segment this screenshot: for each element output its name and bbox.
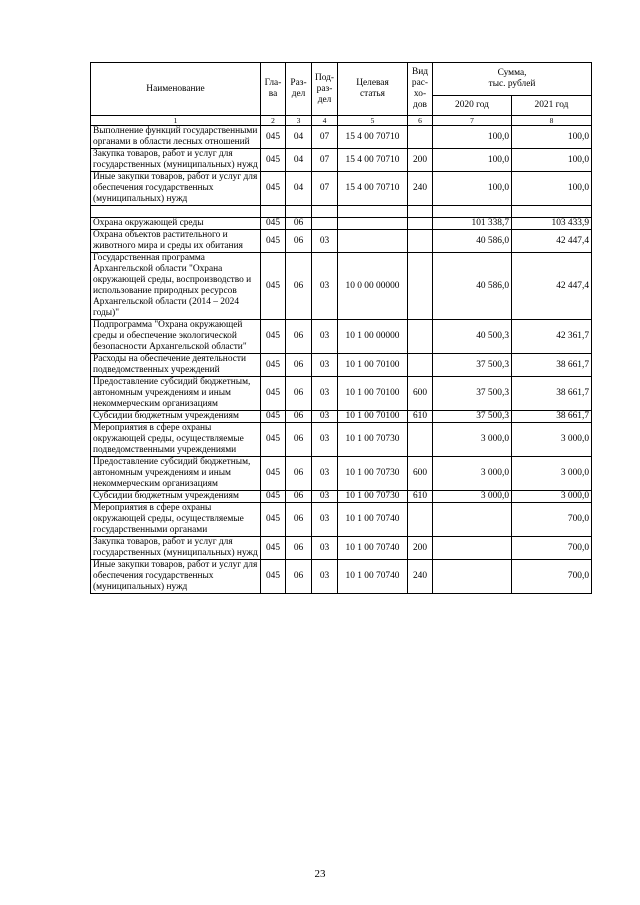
cell-name: Предоставление субсидий бюджетным, автономным учреждениям и иным некоммерческим организациям [91, 377, 261, 411]
cell-target [338, 206, 408, 218]
cell-expense-type [408, 354, 433, 377]
cell-subsection: 03 [312, 411, 338, 423]
table-row [91, 411, 592, 423]
cell-section: 04 [286, 172, 312, 206]
cell-expense-type [408, 423, 433, 457]
table-row [91, 253, 592, 320]
cell-2021: 700,0 [512, 503, 592, 537]
cell-2021: 100,0 [512, 172, 592, 206]
cell-subsection: 03 [312, 491, 338, 503]
cell-2020: 3 000,0 [433, 491, 512, 503]
table-row [91, 423, 592, 457]
cell-target: 10 1 00 70100 [338, 411, 408, 423]
cell-expense-type: 200 [408, 537, 433, 560]
header-expense-type: Вид рас- хо- дов [408, 63, 433, 116]
column-index-cell: 3 [286, 116, 312, 126]
cell-chapter: 045 [261, 377, 286, 411]
cell-expense-type: 240 [408, 172, 433, 206]
cell-subsection: 03 [312, 230, 338, 253]
cell-subsection: 03 [312, 537, 338, 560]
cell-2020: 3 000,0 [433, 457, 512, 491]
header-chapter: Гла- ва [261, 63, 286, 116]
cell-subsection: 03 [312, 377, 338, 411]
cell-subsection: 07 [312, 126, 338, 149]
budget-table [90, 62, 592, 594]
cell-2021 [512, 206, 592, 218]
cell-name [91, 206, 261, 218]
cell-2020: 100,0 [433, 126, 512, 149]
cell-2021: 100,0 [512, 126, 592, 149]
cell-name: Закупка товаров, работ и услуг для государственных (муниципальных) нужд [91, 149, 261, 172]
cell-section: 06 [286, 377, 312, 411]
cell-subsection: 03 [312, 320, 338, 354]
cell-target: 10 1 00 70100 [338, 354, 408, 377]
header-section: Раз- дел [286, 63, 312, 116]
column-index-cell: 4 [312, 116, 338, 126]
column-index-cell: 2 [261, 116, 286, 126]
table-row [91, 320, 592, 354]
cell-chapter [261, 206, 286, 218]
cell-name: Расходы на обеспечение деятельности подведомственных учреждений [91, 354, 261, 377]
cell-2020: 100,0 [433, 149, 512, 172]
table-row [91, 457, 592, 491]
cell-expense-type: 200 [408, 149, 433, 172]
cell-section: 06 [286, 457, 312, 491]
cell-target: 10 1 00 70730 [338, 491, 408, 503]
cell-2020: 40 500,3 [433, 320, 512, 354]
cell-2020 [433, 537, 512, 560]
table-row [91, 172, 592, 206]
cell-chapter: 045 [261, 354, 286, 377]
cell-name: Подпрограмма "Охрана окружающей среды и обеспечение экологической безопасности Архангельской области" [91, 320, 261, 354]
cell-section: 06 [286, 503, 312, 537]
cell-chapter: 045 [261, 423, 286, 457]
table-row [91, 560, 592, 594]
cell-expense-type [408, 230, 433, 253]
table-row [91, 206, 592, 218]
cell-section: 06 [286, 423, 312, 457]
cell-target: 10 1 00 70730 [338, 423, 408, 457]
cell-2020 [433, 560, 512, 594]
cell-chapter: 045 [261, 491, 286, 503]
cell-name: Закупка товаров, работ и услуг для государственных (муниципальных) нужд [91, 537, 261, 560]
cell-name: Выполнение функций государственными органами в области лесных отношений [91, 126, 261, 149]
cell-subsection: 03 [312, 253, 338, 320]
cell-chapter: 045 [261, 230, 286, 253]
table-row [91, 230, 592, 253]
cell-subsection [312, 218, 338, 230]
table-row [91, 354, 592, 377]
cell-name: Иные закупки товаров, работ и услуг для обеспечения государственных (муниципальных) нужд [91, 172, 261, 206]
cell-chapter: 045 [261, 503, 286, 537]
cell-2021: 38 661,7 [512, 354, 592, 377]
cell-target: 10 0 00 00000 [338, 253, 408, 320]
cell-section: 06 [286, 411, 312, 423]
column-index-row [91, 116, 592, 126]
cell-2020: 37 500,3 [433, 377, 512, 411]
cell-name: Охрана окружающей среды [91, 218, 261, 230]
header-subsection: Под- раз- дел [312, 63, 338, 116]
table-row [91, 218, 592, 230]
cell-chapter: 045 [261, 218, 286, 230]
cell-subsection: 03 [312, 354, 338, 377]
page-number: 23 [314, 868, 326, 880]
cell-section: 06 [286, 354, 312, 377]
column-index-cell: 5 [338, 116, 408, 126]
cell-2021: 3 000,0 [512, 457, 592, 491]
cell-expense-type: 610 [408, 491, 433, 503]
header-target: Целевая статья [338, 63, 408, 116]
cell-2021: 42 447,4 [512, 253, 592, 320]
cell-2021: 103 433,9 [512, 218, 592, 230]
column-index-cell: 8 [512, 116, 592, 126]
cell-section: 06 [286, 320, 312, 354]
cell-name: Субсидии бюджетным учреждениям [91, 491, 261, 503]
cell-target: 15 4 00 70710 [338, 126, 408, 149]
cell-expense-type [408, 218, 433, 230]
cell-expense-type: 240 [408, 560, 433, 594]
cell-target: 15 4 00 70710 [338, 149, 408, 172]
column-index-cell: 6 [408, 116, 433, 126]
cell-subsection: 03 [312, 423, 338, 457]
cell-chapter: 045 [261, 560, 286, 594]
cell-2021: 38 661,7 [512, 411, 592, 423]
cell-expense-type [408, 503, 433, 537]
cell-chapter: 045 [261, 537, 286, 560]
cell-2020 [433, 503, 512, 537]
cell-2021: 38 661,7 [512, 377, 592, 411]
cell-expense-type [408, 206, 433, 218]
cell-subsection: 03 [312, 457, 338, 491]
cell-expense-type: 610 [408, 411, 433, 423]
cell-subsection [312, 206, 338, 218]
cell-2020: 40 586,0 [433, 253, 512, 320]
cell-target: 10 1 00 70740 [338, 537, 408, 560]
cell-chapter: 045 [261, 149, 286, 172]
cell-2020: 3 000,0 [433, 423, 512, 457]
cell-section: 06 [286, 253, 312, 320]
cell-2020: 40 586,0 [433, 230, 512, 253]
cell-section: 06 [286, 537, 312, 560]
cell-2021: 3 000,0 [512, 491, 592, 503]
cell-2020: 100,0 [433, 172, 512, 206]
column-index-cell: 7 [433, 116, 512, 126]
cell-target: 10 1 00 70740 [338, 560, 408, 594]
cell-section: 06 [286, 560, 312, 594]
cell-target [338, 230, 408, 253]
header-name: Наименование [91, 63, 261, 116]
cell-section: 04 [286, 149, 312, 172]
cell-2021: 700,0 [512, 537, 592, 560]
cell-name: Мероприятия в сфере охраны окружающей среды, осуществляемые государственными органами [91, 503, 261, 537]
cell-target [338, 218, 408, 230]
cell-section: 06 [286, 230, 312, 253]
cell-expense-type [408, 253, 433, 320]
cell-subsection: 03 [312, 503, 338, 537]
cell-expense-type [408, 126, 433, 149]
cell-name: Охрана объектов растительного и животного мира и среды их обитания [91, 230, 261, 253]
cell-name: Субсидии бюджетным учреждениям [91, 411, 261, 423]
table-row [91, 503, 592, 537]
cell-chapter: 045 [261, 253, 286, 320]
cell-target: 10 1 00 00000 [338, 320, 408, 354]
cell-chapter: 045 [261, 172, 286, 206]
cell-target: 15 4 00 70710 [338, 172, 408, 206]
cell-2020: 101 338,7 [433, 218, 512, 230]
cell-chapter: 045 [261, 320, 286, 354]
header-sum: Сумма, тыс. рублей [433, 63, 592, 96]
table-row [91, 537, 592, 560]
cell-target: 10 1 00 70100 [338, 377, 408, 411]
cell-section [286, 206, 312, 218]
cell-2021: 3 000,0 [512, 423, 592, 457]
cell-subsection: 07 [312, 149, 338, 172]
cell-section: 04 [286, 126, 312, 149]
cell-section: 06 [286, 491, 312, 503]
cell-name: Государственная программа Архангельской области "Охрана окружающей среды, воспроизводство и использование природных ресурсов Архангельской области (2014 – 2024 годы)" [91, 253, 261, 320]
cell-2020: 37 500,3 [433, 411, 512, 423]
cell-2021: 700,0 [512, 560, 592, 594]
cell-chapter: 045 [261, 411, 286, 423]
table-row [91, 126, 592, 149]
table-row [91, 377, 592, 411]
cell-2021: 42 361,7 [512, 320, 592, 354]
cell-section: 06 [286, 218, 312, 230]
cell-expense-type: 600 [408, 377, 433, 411]
header-year-2021: 2021 год [512, 95, 592, 115]
cell-subsection: 07 [312, 172, 338, 206]
header-year-2020: 2020 год [433, 95, 512, 115]
cell-expense-type [408, 320, 433, 354]
cell-name: Иные закупки товаров, работ и услуг для обеспечения государственных (муниципальных) нужд [91, 560, 261, 594]
table-row [91, 491, 592, 503]
cell-expense-type: 600 [408, 457, 433, 491]
cell-target: 10 1 00 70730 [338, 457, 408, 491]
cell-name: Предоставление субсидий бюджетным, автономным учреждениям и иным некоммерческим организациям [91, 457, 261, 491]
cell-subsection: 03 [312, 560, 338, 594]
cell-target: 10 1 00 70740 [338, 503, 408, 537]
table-row [91, 149, 592, 172]
cell-chapter: 045 [261, 457, 286, 491]
cell-2020: 37 500,3 [433, 354, 512, 377]
cell-2021: 100,0 [512, 149, 592, 172]
cell-chapter: 045 [261, 126, 286, 149]
cell-2020 [433, 206, 512, 218]
cell-2021: 42 447,4 [512, 230, 592, 253]
cell-name: Мероприятия в сфере охраны окружающей среды, осуществляемые подведомственными учреждениями [91, 423, 261, 457]
column-index-cell: 1 [91, 116, 261, 126]
